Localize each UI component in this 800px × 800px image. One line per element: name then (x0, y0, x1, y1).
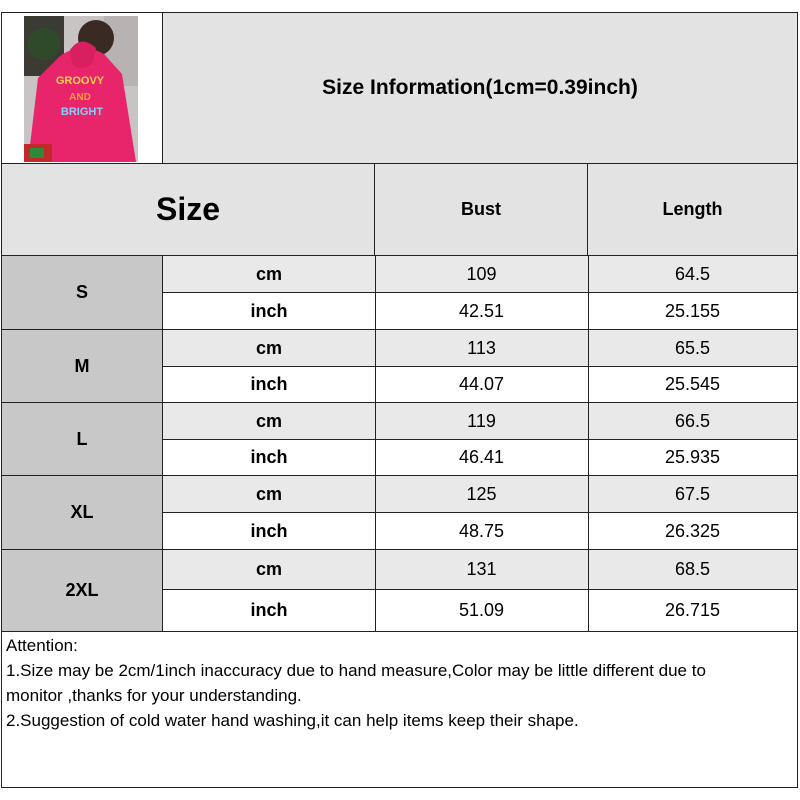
length-cell: 67.5 (674, 483, 711, 504)
attention-note (6, 633, 796, 733)
table-row (163, 476, 797, 513)
bust-cell: 131 (375, 550, 589, 589)
size-label: S (2, 256, 163, 330)
size-chart (1, 12, 798, 788)
unit-cell: cm (163, 330, 376, 366)
unit-cell: inch (163, 590, 376, 631)
table-row (163, 367, 797, 403)
bust-cell: 46.41 (375, 440, 589, 475)
unit-cell: inch (163, 293, 376, 329)
bust-column-header: Bust (375, 164, 588, 256)
bust-cell: 51.09 (375, 590, 589, 631)
bust-cell: 125 (375, 476, 589, 512)
unit-cell: cm (163, 256, 376, 292)
bust-cell: 113 (375, 330, 589, 366)
attention-line-1-cont: monitor ,thanks for your understanding. (6, 686, 302, 705)
table-row (163, 330, 797, 367)
bust-cell: 119 (375, 403, 589, 439)
length-cell: 25.155 (664, 300, 721, 321)
attention-heading: Attention: (6, 636, 78, 655)
bust-cell: 42.51 (375, 293, 589, 329)
size-info-title: Size Information(1cm=0.39inch) (163, 13, 797, 164)
size-label: 2XL (2, 550, 163, 632)
length-cell: 25.545 (664, 374, 721, 394)
size-column-header: Size (2, 164, 375, 256)
unit-cell: inch (163, 440, 376, 475)
table-row (163, 590, 797, 632)
unit-cell: inch (163, 367, 376, 402)
photo-text-2: AND (69, 92, 91, 103)
length-cell: 64.5 (674, 263, 711, 284)
attention-line-2: 2.Suggestion of cold water hand washing,it can help items keep their shape. (6, 711, 579, 730)
photo-text-1: GROOVY (55, 75, 105, 87)
length-cell: 26.715 (664, 600, 721, 620)
table-row (163, 403, 797, 440)
length-cell: 65.5 (674, 337, 711, 358)
unit-cell: cm (163, 403, 376, 439)
product-photo (2, 13, 163, 164)
size-label: XL (2, 476, 163, 550)
length-cell: 25.935 (664, 447, 721, 467)
length-cell: 26.325 (664, 520, 721, 541)
size-label: L (2, 403, 163, 476)
photo-text-3: BRIGHT (60, 106, 104, 118)
table-row (163, 550, 797, 590)
table-row (163, 293, 797, 330)
size-label: M (2, 330, 163, 403)
bust-cell: 48.75 (375, 513, 589, 549)
bust-cell: 109 (375, 256, 589, 292)
length-cell: 66.5 (674, 410, 711, 431)
bust-cell: 44.07 (375, 367, 589, 402)
attention-line-1: 1.Size may be 2cm/1inch inaccuracy due to hand measure,Color may be little different due to (6, 661, 706, 680)
length-column-header: Length (588, 164, 797, 256)
length-cell: 68.5 (674, 559, 711, 579)
unit-cell: inch (163, 513, 376, 549)
unit-cell: cm (163, 476, 376, 512)
unit-cell: cm (163, 550, 376, 589)
table-row (163, 513, 797, 550)
table-row (163, 256, 797, 293)
table-row (163, 440, 797, 476)
hoodie-image (24, 16, 138, 162)
